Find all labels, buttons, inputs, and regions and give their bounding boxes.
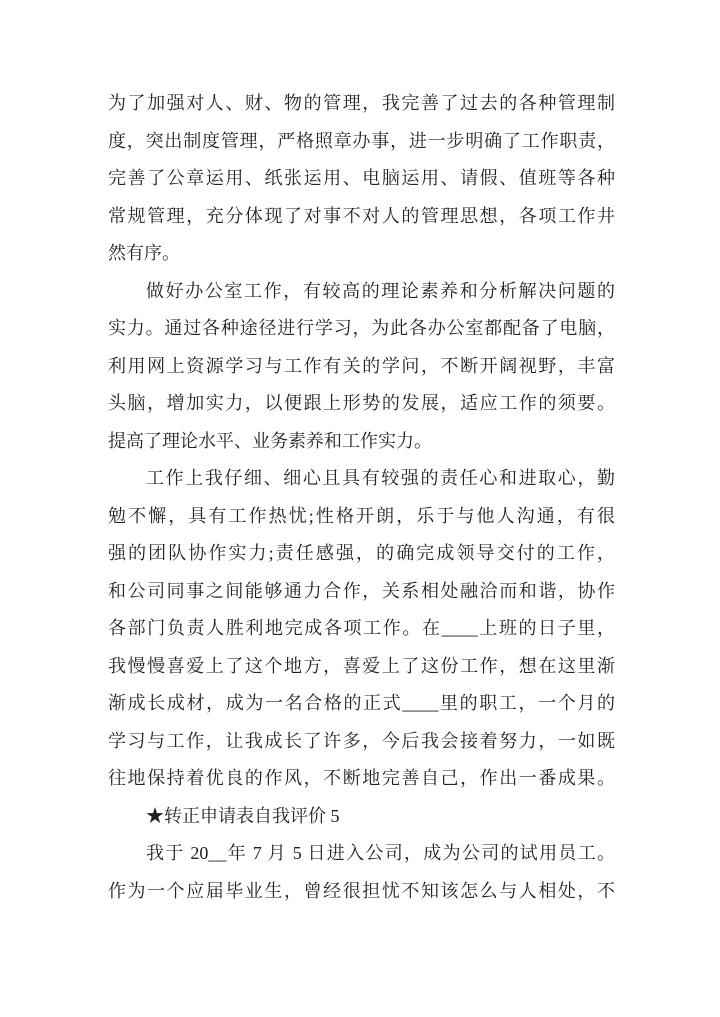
text-line: 和公司同事之间能够通力合作，关系相处融洽而和谐，协作: [108, 580, 615, 601]
text-line: 然有序。: [108, 243, 180, 263]
text-line: 强的团队协作实力;责任感强，的确完成领导交付的工作，: [108, 543, 615, 563]
text-line: 渐成长成材，成为一名合格的正式____里的职工，一个月的: [108, 693, 615, 713]
text-line: 利用网上资源学习与工作有关的学问，不断开阔视野，丰富: [108, 355, 615, 376]
document-text: [108, 85, 615, 910]
text-line: 学习与工作，让我成长了许多，今后我会接着努力，一如既: [108, 730, 615, 751]
text-line: 往地保持着优良的作风，不断地完善自己，作出一番成果。: [108, 768, 615, 788]
text-line: 工作上我仔细、细心且具有较强的责任心和进取心，勤: [146, 468, 615, 488]
text-line: 实力。通过各种途径进行学习，为此各办公室都配备了电脑，: [108, 318, 615, 338]
text-line: 作为一个应届毕业生，曾经很担忧不知该怎么与人相处，不: [108, 880, 615, 901]
text-line: 头脑，增加实力，以便跟上形势的发展，适应工作的须要。: [108, 393, 615, 413]
text-line: 度，突出制度管理，严格照章办事，进一步明确了工作职责，: [108, 130, 615, 151]
text-line: 我慢慢喜爱上了这个地方，喜爱上了这份工作，想在这里渐: [108, 655, 615, 676]
text-line: 做好办公室工作，有较高的理论素养和分析解决问题的: [146, 280, 615, 301]
text-line: 常规管理，充分体现了对事不对人的管理思想，各项工作井: [108, 205, 615, 226]
text-line: 提高了理论水平、业务素养和工作实力。: [108, 430, 432, 451]
text-line: 为了加强对人、财、物的管理，我完善了过去的各种管理制: [108, 93, 615, 113]
text-line: 勉不懈，具有工作热忧;性格开朗，乐于与他人沟通，有很: [108, 505, 615, 526]
text-line: 完善了公章运用、纸张运用、电脑运用、请假、值班等各种: [108, 168, 615, 188]
text-line: 各部门负责人胜利地完成各项工作。在____上班的日子里，: [108, 618, 615, 638]
section-heading: ★转正申请表自我评价 5: [146, 805, 340, 826]
text-line: 我于 20__年 7 月 5 日进入公司，成为公司的试用员工。: [146, 843, 615, 863]
